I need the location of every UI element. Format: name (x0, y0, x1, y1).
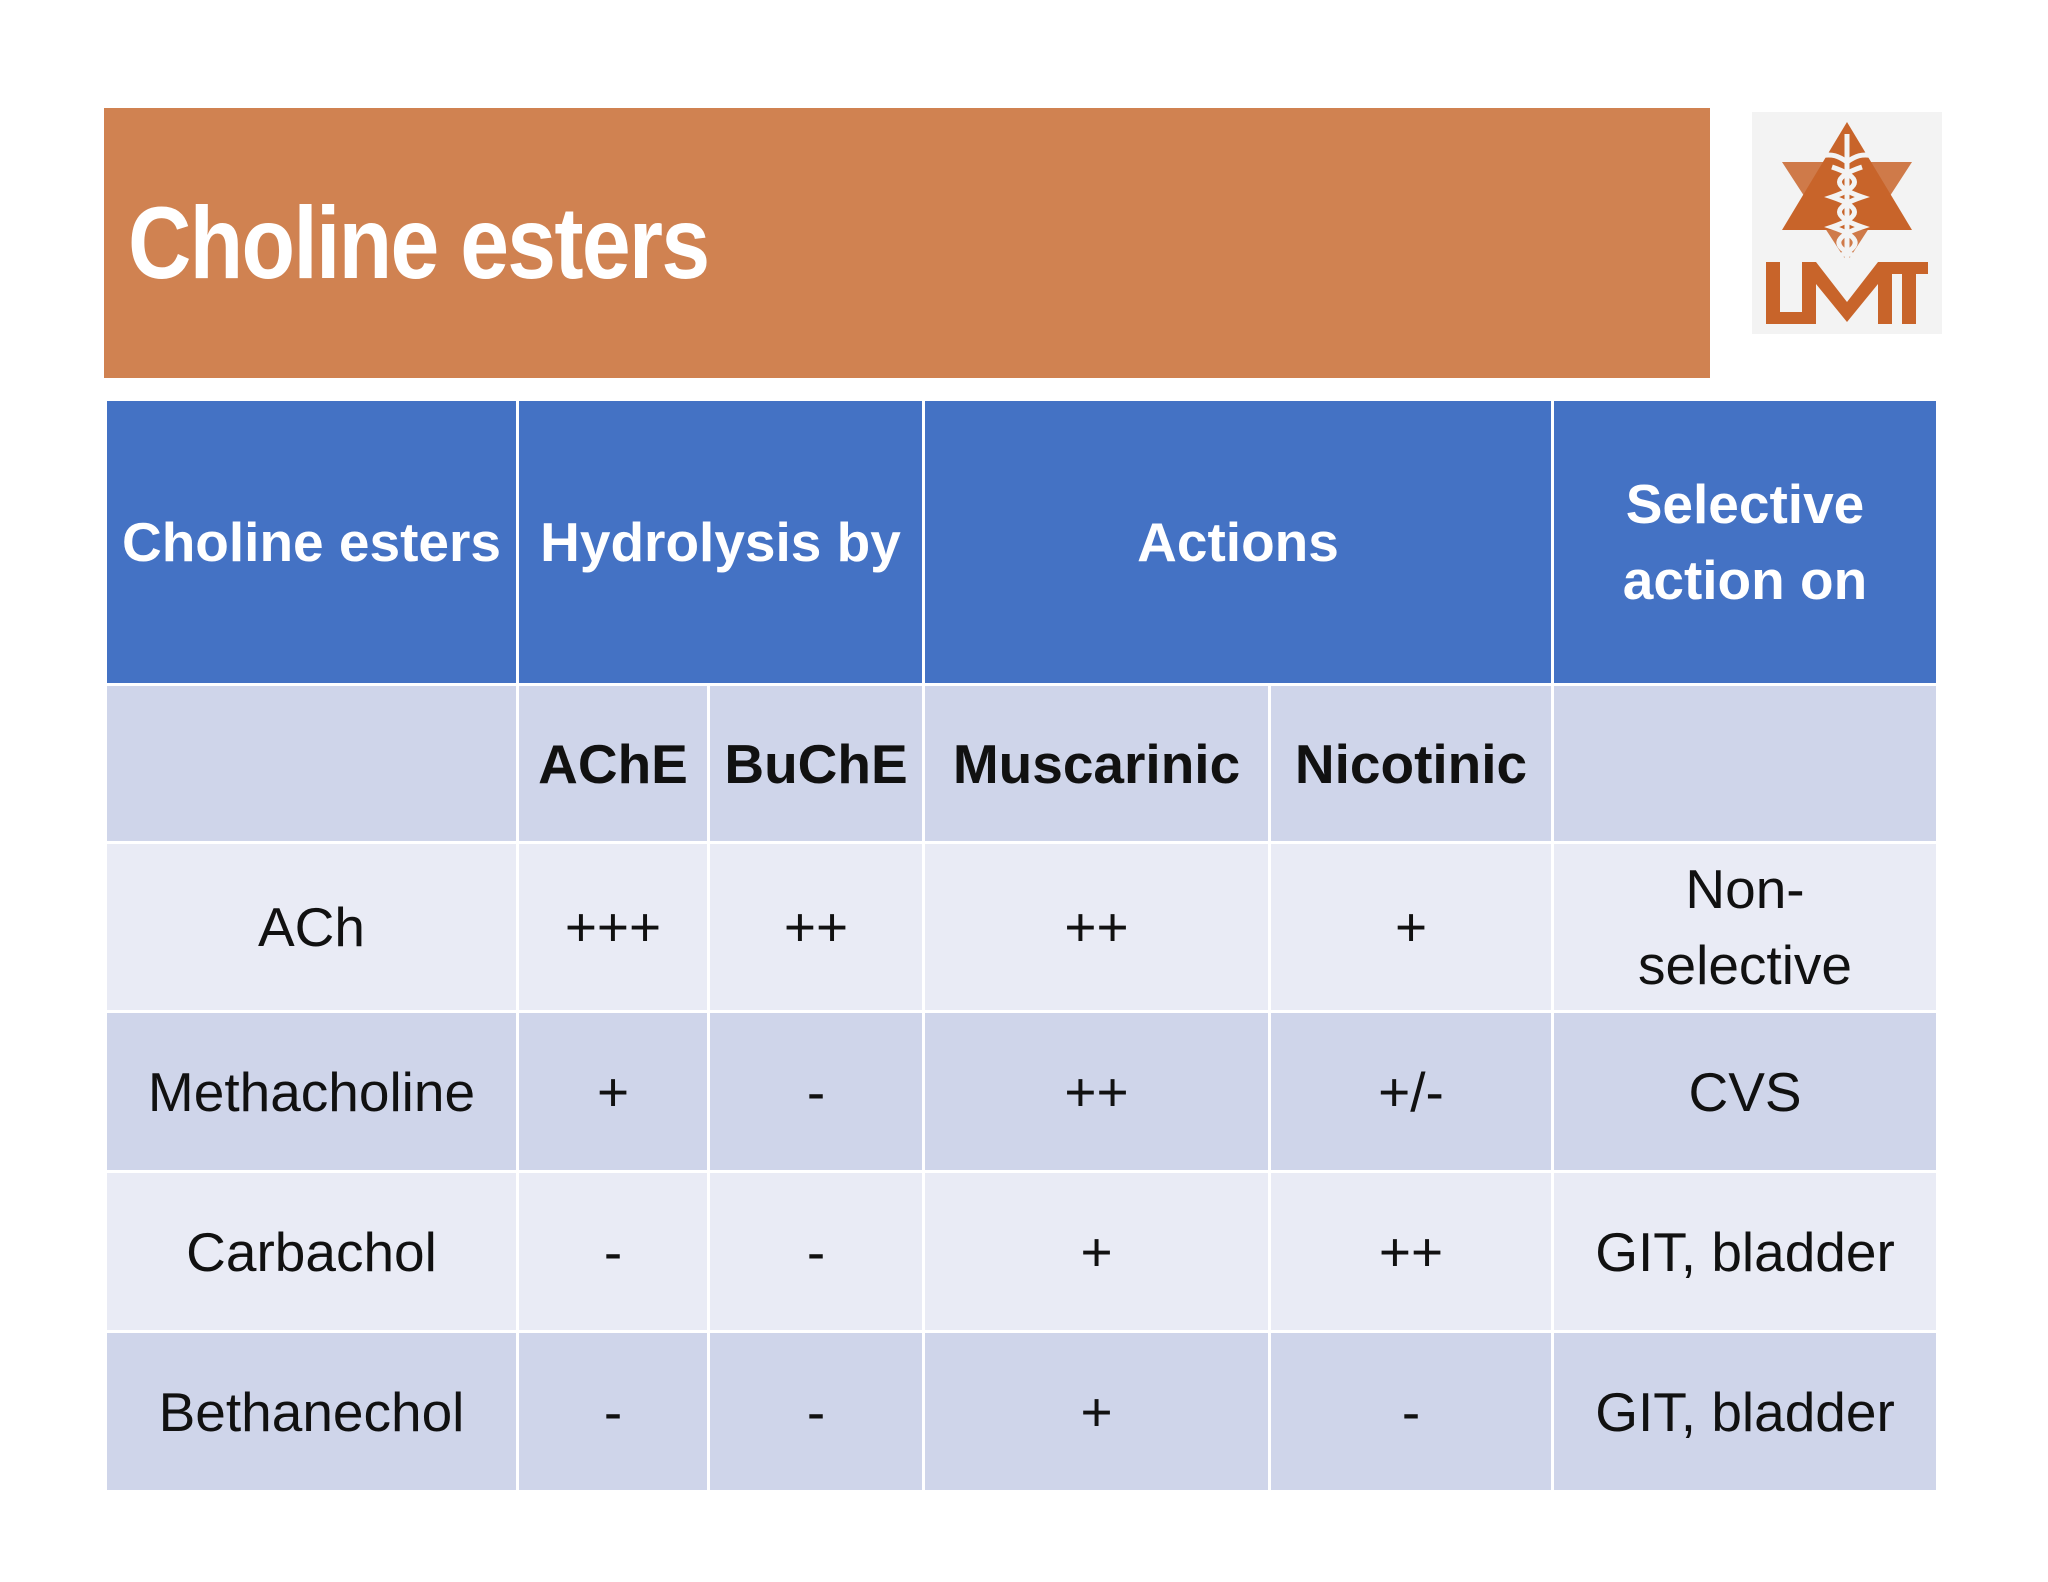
ester-name: Bethanechol (106, 1332, 518, 1492)
ester-name: Carbachol (106, 1172, 518, 1332)
muscarinic-value: + (924, 1172, 1270, 1332)
table-header-row (106, 400, 1938, 685)
buche-value: - (709, 1332, 924, 1492)
table-row (106, 1332, 1938, 1492)
selective-value: GIT, bladder (1553, 1332, 1938, 1492)
svg-text:LMI: LMI (1846, 287, 1848, 288)
header-hydrolysis-by: Hydrolysis by (518, 400, 924, 685)
selective-value: Non-selective (1553, 843, 1938, 1012)
subheader-ache: AChE (518, 685, 709, 843)
ache-value: - (518, 1332, 709, 1492)
ache-value: - (518, 1172, 709, 1332)
header-selective-action-on: Selective action on (1553, 400, 1938, 685)
table-subheader-row (106, 685, 1938, 843)
ache-value: +++ (518, 843, 709, 1012)
buche-value: - (709, 1172, 924, 1332)
nicotinic-value: - (1270, 1332, 1553, 1492)
muscarinic-value: ++ (924, 843, 1270, 1012)
nicotinic-value: ++ (1270, 1172, 1553, 1332)
subheader-buche: BuChE (709, 685, 924, 843)
header-actions: Actions (924, 400, 1553, 685)
nicotinic-value: + (1270, 843, 1553, 1012)
subheader-nicotinic: Nicotinic (1270, 685, 1553, 843)
buche-value: ++ (709, 843, 924, 1012)
table-row (106, 1012, 1938, 1172)
muscarinic-value: + (924, 1332, 1270, 1492)
choline-esters-table (104, 398, 1939, 1493)
selective-value: CVS (1553, 1012, 1938, 1172)
logo (1752, 112, 1942, 334)
subheader-muscarinic: Muscarinic (924, 685, 1270, 843)
table-row (106, 1172, 1938, 1332)
buche-value: - (709, 1012, 924, 1172)
table-row (106, 843, 1938, 1012)
ester-name: ACh (106, 843, 518, 1012)
muscarinic-value: ++ (924, 1012, 1270, 1172)
ester-name: Methacholine (106, 1012, 518, 1172)
selective-value: GIT, bladder (1553, 1172, 1938, 1332)
page-title: Choline esters (128, 185, 709, 300)
caduceus-star-logo-icon (1752, 112, 1942, 334)
title-bar (104, 108, 1710, 378)
header-choline-esters: Choline esters (106, 400, 518, 685)
nicotinic-value: +/- (1270, 1012, 1553, 1172)
subheader-empty-cell (1553, 685, 1938, 843)
subheader-empty-cell (106, 685, 518, 843)
ache-value: + (518, 1012, 709, 1172)
